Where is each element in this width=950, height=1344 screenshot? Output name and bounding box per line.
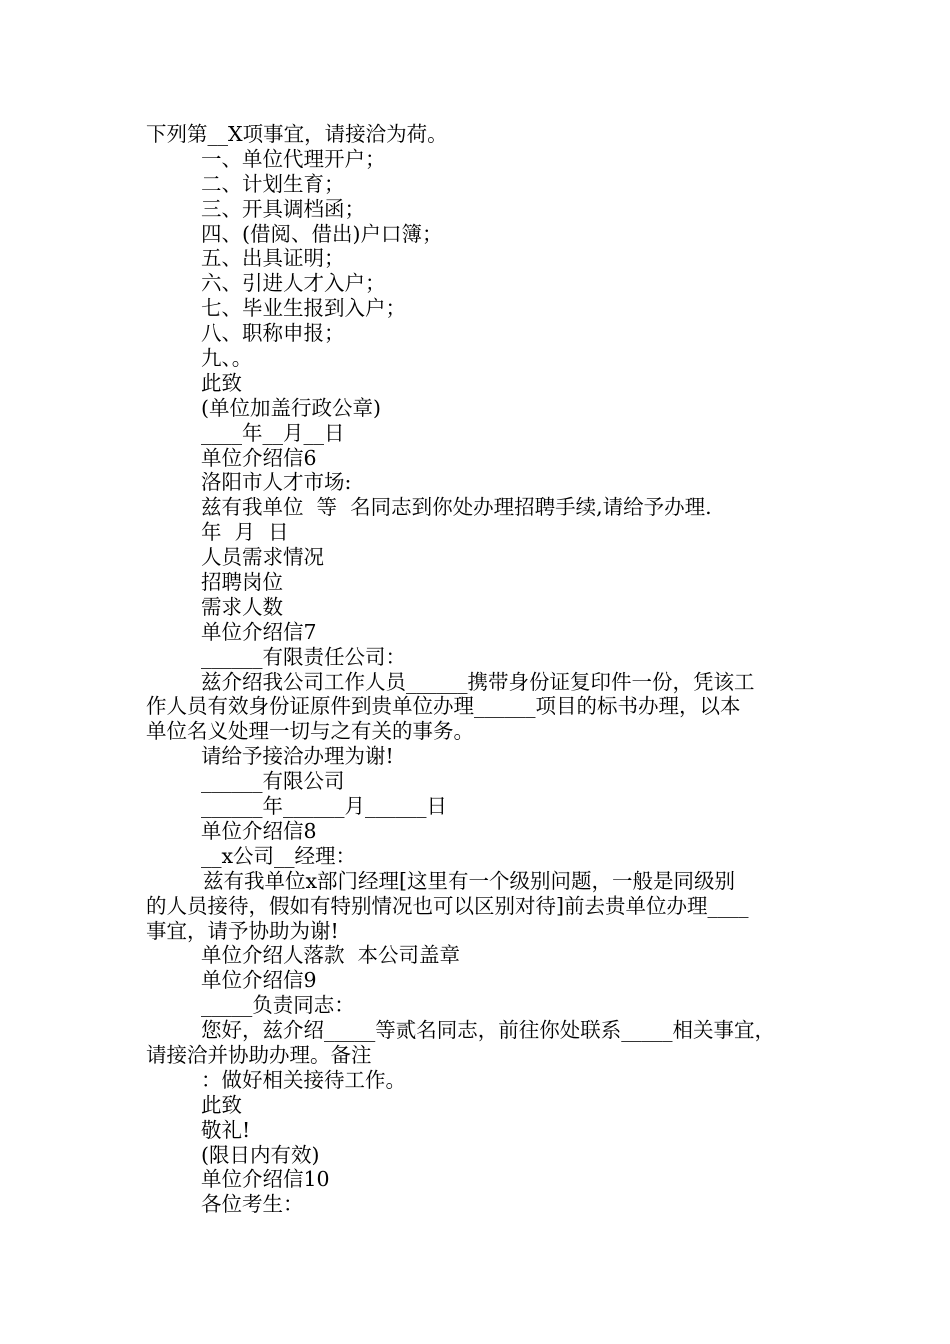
text-line: 七、毕业生报到入户； (201, 296, 406, 321)
text-line: 八、职称申报； (201, 321, 345, 346)
document-body (146, 122, 818, 1217)
text-line: __x公司__经理： (201, 843, 357, 868)
text-line: 年 月 日 (201, 520, 289, 545)
text-line: 兹有我单位 等 名同志到你处办理招聘手续,请给予办理. (201, 495, 712, 520)
text-line: ______有限责任公司： (201, 644, 406, 669)
text-line: 事宜，请予协助为谢! (146, 918, 339, 943)
text-line: ______有限公司 (201, 769, 345, 794)
text-line: ：做好相关接待工作。 (201, 1067, 406, 1092)
text-line: 一、单位代理开户； (201, 146, 386, 171)
text-line: 请接洽并协助办理。备注 (146, 1042, 372, 1067)
text-line: 单位介绍人落款 本公司盖章 (201, 943, 461, 968)
text-line: (单位加盖行政公章) (201, 395, 381, 420)
text-line: 敬礼! (201, 1117, 251, 1142)
text-line: 兹介绍我公司工作人员______携带身份证复印件一份，凭该工 (201, 669, 755, 694)
text-line: 单位介绍信10 (201, 1167, 330, 1192)
text-line: 九、。 (201, 346, 253, 371)
text-line: 三、开具调档函； (201, 196, 365, 221)
text-line: 四、(借阅、借出)户口簿； (201, 221, 443, 246)
text-line: 下列第__X项事宜，请接洽为荷。 (146, 122, 448, 146)
text-line: 此致 (201, 370, 242, 395)
text-line: 需求人数 (201, 594, 283, 619)
text-line: 单位介绍信9 (201, 968, 317, 993)
text-line: 二、计划生育； (201, 171, 345, 196)
text-line: 单位介绍信7 (201, 619, 317, 644)
text-line: 单位介绍信6 (201, 445, 317, 470)
text-line: 此致 (201, 1092, 242, 1117)
text-line: 五、出具证明； (201, 246, 345, 271)
text-line: (限日内有效) (201, 1142, 320, 1167)
text-line: 招聘岗位 (201, 570, 283, 595)
text-line: 您好，兹介绍_____等贰名同志，前往你处联系_____相关事宜， (201, 1018, 775, 1043)
text-line: 请给予接洽办理为谢! (201, 744, 394, 769)
text-line: 洛阳市人才市场: (201, 470, 352, 495)
text-line: 单位介绍信8 (201, 818, 317, 843)
text-line: 各位考生： (201, 1192, 304, 1217)
text-line: 人员需求情况 (201, 545, 324, 570)
text-line: 的人员接待，假如有特别情况也可以区别对待]前去贵单位办理____ (146, 893, 749, 918)
text-line: 单位名义处理一切与之有关的事务。 (146, 719, 474, 744)
text-line: _____负责同志： (201, 993, 355, 1018)
text-line: ______年______月______日 (201, 794, 447, 819)
text-line: ____年__月__日 (201, 420, 345, 445)
text-line: 六、引进人才入户； (201, 271, 386, 296)
text-line: 作人员有效身份证原件到贵单位办理______项目的标书办理，以本 (146, 694, 741, 719)
text-line: 兹有我单位x部门经理[这里有一个级别问题，一般是同级别 (203, 868, 736, 893)
